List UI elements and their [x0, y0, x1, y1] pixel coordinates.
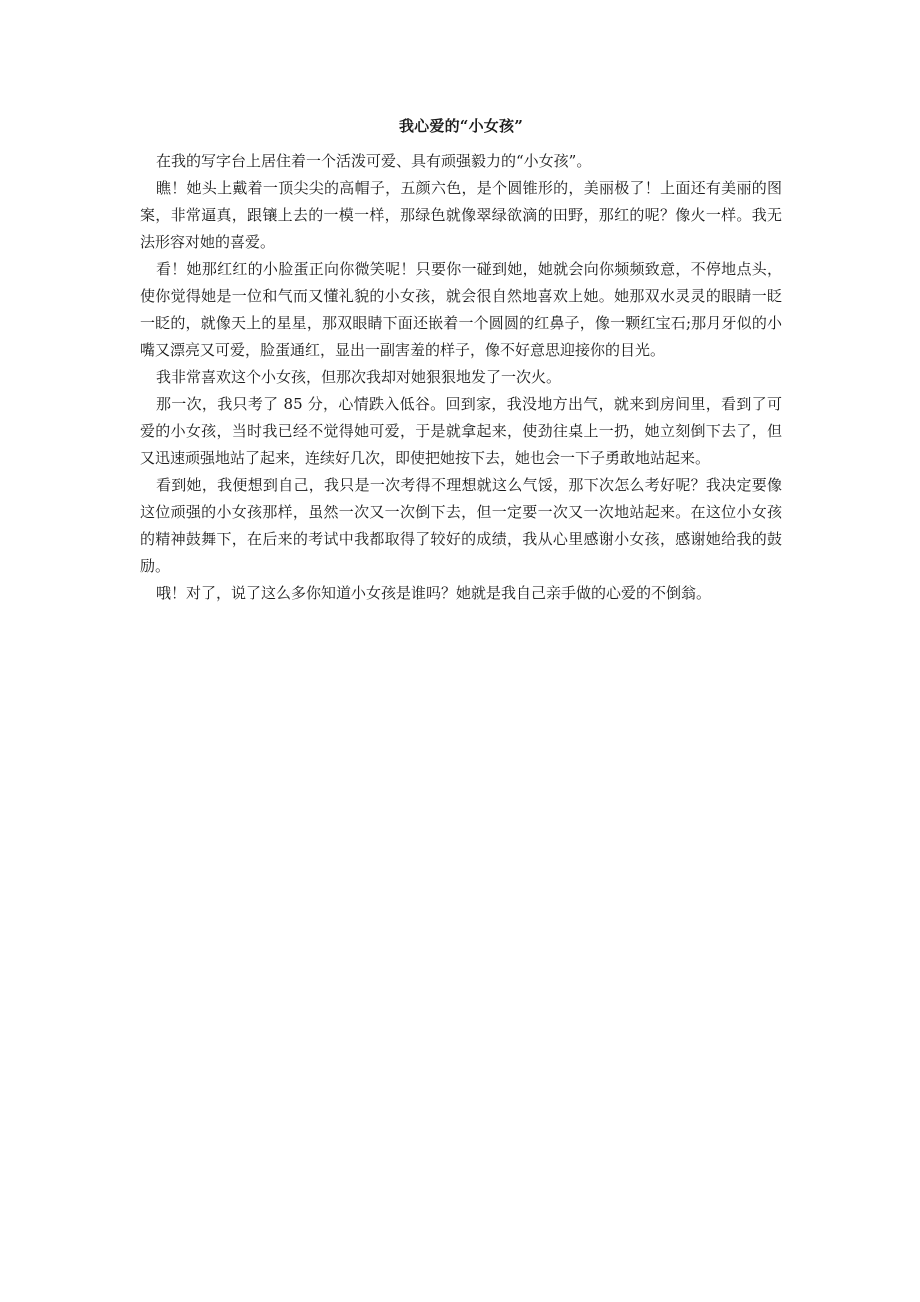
paragraph-2: 瞧！她头上戴着一顶尖尖的高帽子，五颜六色，是个圆锥形的，美丽极了！上面还有美丽的图案，非常逼真，跟镶上去的一模一样，那绿色就像翠绿欲滴的田野，那红的呢？像火一样。我无法形容对她的喜爱。	[140, 179, 782, 251]
paragraph-3: 看！她那红红的小脸蛋正向你微笑呢！只要你一碰到她，她就会向你频频致意，不停地点头，使你觉得她是一位和气而又懂礼貌的小女孩，就会很自然地喜欢上她。她那双水灵灵的眼睛一眨一眨的，就像天上的星星，那双眼睛下面还嵌着一个圆圆的红鼻子，像一颗红宝石;那月牙似的小嘴又漂亮又可爱，脸蛋通红，显出一副害羞的样子，像不好意思迎接你的目光。	[140, 260, 782, 359]
paragraph-1: 在我的写字台上居住着一个活泼可爱、具有顽强毅力的“小女孩”。	[156, 152, 592, 170]
document-body	[140, 112, 782, 607]
paragraph-5: 那一次，我只考了 85 分，心情跌入低谷。回到家，我没地方出气，就来到房间里，看到了可爱的小女孩，当时我已经不觉得她可爱，于是就拿起来，使劲往桌上一扔，她立刻倒下去了，但又迅速顽强地站了起来，连续好几次，即使把她按下去，她也会一下子勇敢地站起来。	[140, 395, 782, 467]
page-title: 我心爱的“小女孩”	[398, 117, 524, 135]
paragraph-7: 哦！对了，说了这么多你知道小女孩是谁吗？她就是我自己亲手做的心爱的不倒翁。	[156, 584, 712, 602]
paragraph-4: 我非常喜欢这个小女孩，但那次我却对她狠狠地发了一次火。	[156, 368, 562, 386]
paragraph-6: 看到她，我便想到自己，我只是一次考得不理想就这么气馁，那下次怎么考好呢？我决定要像这位顽强的小女孩那样，虽然一次又一次倒下去，但一定要一次又一次地站起来。在这位小女孩的精神鼓舞下，在后来的考试中我都取得了较好的成绩，我从心里感谢小女孩，感谢她给我的鼓励。	[140, 476, 782, 575]
